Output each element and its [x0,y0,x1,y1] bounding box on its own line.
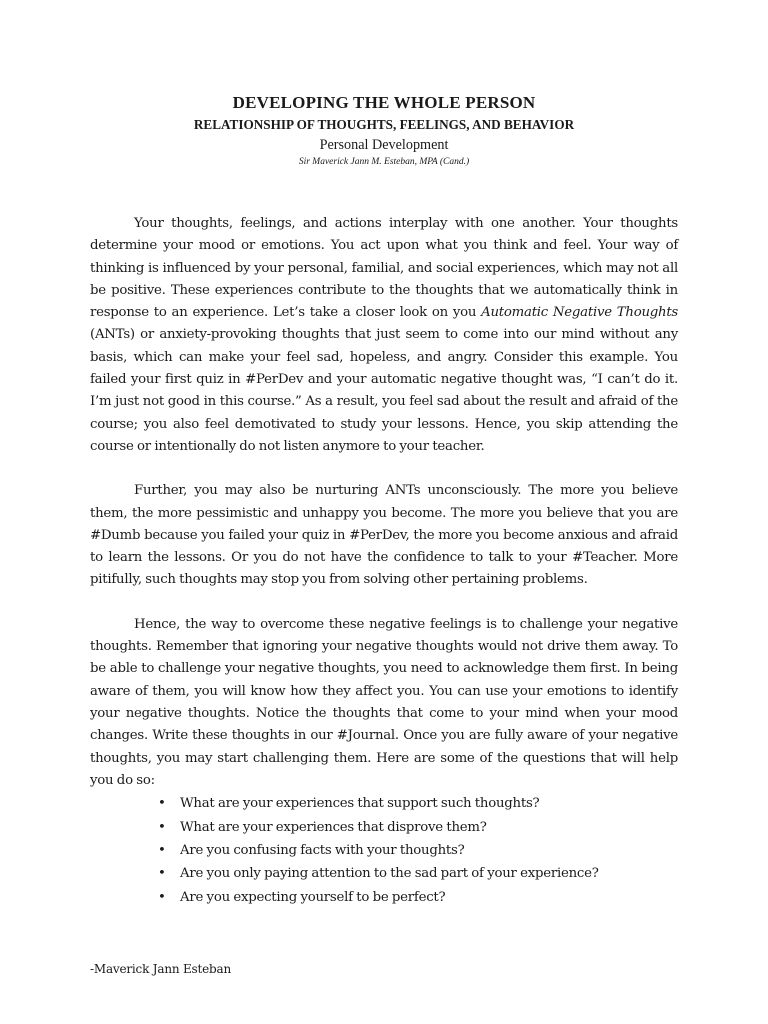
list-item-text: Are you expecting yourself to be perfect? [180,889,446,905]
list-item [158,816,678,839]
document-body [90,213,678,909]
list-item [158,886,678,909]
paragraph-1-text-a: Your thoughts, feelings, and actions interplay with one another. Your thoughts determine your mood or emotions. You act upon what you think and feel. Your way of thinking is influenced by your personal, familial, and social experiences, which may not all be positive. These experiences contribute to the thoughts that we automatically think in response to an experience. Let’s take a closer look on you [90,216,678,321]
list-item [158,792,678,815]
list-item [158,839,678,862]
list-item-text: What are your experiences that support such thoughts? [180,796,540,812]
bullet-icon: • [158,866,166,882]
questions-list [90,792,678,909]
paragraph-1-emphasis: Automatic Negative Thoughts [481,305,679,321]
list-item-text: What are your experiences that disprove them? [180,819,487,835]
bullet-icon: • [158,796,166,812]
document-page [90,92,678,909]
list-item [158,862,678,885]
author-line: Sir Maverick Jann M. Esteban, MPA (Cand.) [298,157,470,167]
paragraph-1 [90,213,678,458]
list-item-text: Are you only paying attention to the sad part of your experience? [180,866,599,882]
footer-signature: -Maverick Jann Esteban [90,962,232,976]
bullet-icon: • [158,819,166,835]
bullet-icon: • [158,889,166,905]
course-name: Personal Development [319,137,449,153]
list-item-text: Are you confusing facts with your thoughts? [180,842,465,858]
paragraph-3: Hence, the way to overcome these negative feelings is to challenge your negative thoughts. Remember that ignoring your negative thoughts would not drive them away. To be able to challenge your negative thoughts, you need to acknowledge them first. In being aware of them, you will know how they affect you. You can use your emotions to identify your negative thoughts. Notice the thoughts that come to your mind when your mood changes. Write these thoughts in our #Journal. Once you are fully aware of your negative thoughts, you may start challenging them. Here are some of the questions that will help you do so: [90,616,678,788]
document-subtitle: RELATIONSHIP OF THOUGHTS, FEELINGS, AND BEHAVIOR [193,117,575,132]
document-title: DEVELOPING THE WHOLE PERSON [232,93,536,112]
paragraph-1-text-b: (ANTs) or anxiety-provoking thoughts that just seem to come into our mind without any basis, which can make your feel sad, hopeless, and angry. Consider this example. You failed your first quiz in #PerDev and your automatic negative thought was, “I can’t do it. I’m just not good in this course.” As a result, you feel sad about the result and afraid of the course; you also feel demotivated to study your lessons. Hence, you skip attending the course or intentionally do not listen anymore to your teacher. [90,327,678,454]
bullet-icon: • [158,842,166,858]
paragraph-2: Further, you may also be nurturing ANTs unconsciously. The more you believe them, the more pessimistic and unhappy you become. The more you believe that you are #Dumb because you failed your quiz in #PerDev, the more you become anxious and afraid to learn the lessons. Or you do not have the confidence to talk to your #Teacher. More pitifully, such thoughts may stop you from solving other pertaining problems. [90,483,678,588]
